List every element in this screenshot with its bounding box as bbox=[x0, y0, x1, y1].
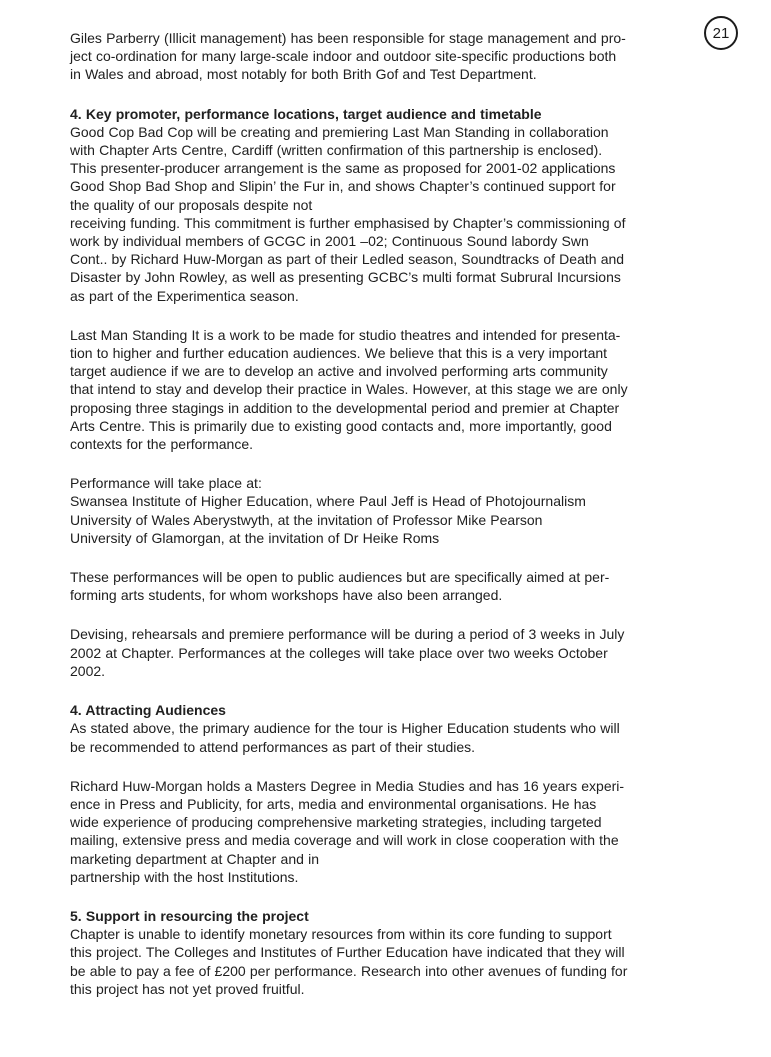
text-line: this project has not yet proved fruitful. bbox=[70, 980, 305, 997]
paragraph bbox=[70, 625, 730, 680]
text-line: be recommended to attend performances as part of their studies. bbox=[70, 738, 476, 755]
document-body bbox=[70, 29, 730, 1019]
paragraph bbox=[70, 474, 730, 547]
paragraph bbox=[70, 29, 730, 84]
text-line: contexts for the performance. bbox=[70, 436, 253, 453]
text-line: As stated above, the primary audience for the tour is Higher Education students who will bbox=[70, 720, 620, 737]
text-line: This presenter-producer arrangement is the same as proposed for 2001-02 applications bbox=[70, 160, 616, 177]
text-line: Richard Huw-Morgan holds a Masters Degree in Media Studies and has 16 years experi- bbox=[70, 777, 625, 794]
section-heading: 4. Key promoter, performance locations, target audience and timetable bbox=[70, 105, 542, 122]
text-line: marketing department at Chapter and in bbox=[70, 850, 319, 867]
text-line: wide experience of producing comprehensive marketing strategies, including targeted bbox=[70, 814, 602, 831]
text-line: These performances will be open to public audiences but are specifically aimed at per- bbox=[70, 569, 610, 586]
text-line: Good Shop Bad Shop and Slipin’ the Fur in, and shows Chapter’s continued support for bbox=[70, 178, 616, 195]
text-line: 2002. bbox=[70, 662, 106, 679]
text-line: the quality of our proposals despite not bbox=[70, 196, 313, 213]
paragraph bbox=[70, 777, 730, 886]
text-line: target audience if we are to develop an active and involved performing arts community bbox=[70, 363, 608, 380]
paragraph bbox=[70, 925, 730, 998]
text-line: in Wales and abroad, most notably for both Brith Gof and Test Department. bbox=[70, 66, 537, 83]
text-line: ject co-ordination for many large-scale indoor and outdoor site-specific productions both bbox=[70, 48, 617, 65]
paragraph bbox=[70, 719, 730, 755]
text-line: Cont.. by Richard Huw-Morgan as part of their Ledled season, Soundtracks of Death and bbox=[70, 251, 625, 268]
text-line: Devising, rehearsals and premiere performance will be during a period of 3 weeks in July bbox=[70, 626, 625, 643]
text-line: Giles Parberry (Illicit management) has been responsible for stage management and pro- bbox=[70, 30, 626, 46]
text-line: Swansea Institute of Higher Education, where Paul Jeff is Head of Photojournalism bbox=[70, 493, 586, 510]
text-line: be able to pay a fee of £200 per performance. Research into other avenues of funding for bbox=[70, 962, 628, 979]
text-line: proposing three stagings in addition to the developmental period and premier at Chapter bbox=[70, 399, 620, 416]
text-line: ence in Press and Publicity, for arts, media and environmental organisations. He has bbox=[70, 795, 597, 812]
text-line: this project. The Colleges and Institutes of Further Education have indicated that they will bbox=[70, 944, 625, 961]
text-line: Good Cop Bad Cop will be creating and premiering Last Man Standing in collaboration bbox=[70, 123, 609, 140]
text-line: that intend to stay and develop their practice in Wales. However, at this stage we are only bbox=[70, 381, 628, 398]
text-line: 2002 at Chapter. Performances at the colleges will take place over two weeks October bbox=[70, 644, 608, 661]
text-line: Chapter is unable to identify monetary resources from within its core funding to support bbox=[70, 926, 612, 943]
text-line: Last Man Standing It is a work to be made for studio theatres and intended for presenta- bbox=[70, 326, 621, 343]
page-number: 21 bbox=[712, 24, 730, 42]
paragraph bbox=[70, 123, 730, 305]
text-line: Performance will take place at: bbox=[70, 475, 262, 492]
text-line: University of Wales Aberystwyth, at the invitation of Professor Mike Pearson bbox=[70, 511, 543, 528]
text-line: Disaster by John Rowley, as well as presenting GCBC’s multi format Subrural Incursions bbox=[70, 269, 621, 286]
text-line: receiving funding. This commitment is further emphasised by Chapter’s commissioning of bbox=[70, 214, 626, 231]
text-line: tion to higher and further education audiences. We believe that this is a very important bbox=[70, 345, 608, 362]
paragraph bbox=[70, 568, 730, 604]
text-line: partnership with the host Institutions. bbox=[70, 868, 299, 885]
section-heading: 4. Attracting Audiences bbox=[70, 702, 226, 719]
paragraph bbox=[70, 326, 730, 453]
text-line: work by individual members of GCGC in 2001 –02; Continuous Sound labordy Swn bbox=[70, 233, 589, 250]
text-line: Arts Centre. This is primarily due to existing good contacts and, more importantly, good bbox=[70, 417, 612, 434]
text-line: with Chapter Arts Centre, Cardiff (written confirmation of this partnership is enclosed). bbox=[70, 142, 603, 159]
text-line: mailing, extensive press and media coverage and will work in close cooperation with the bbox=[70, 832, 619, 849]
text-line: as part of the Experimentica season. bbox=[70, 287, 299, 304]
section-heading: 5. Support in resourcing the project bbox=[70, 907, 309, 924]
text-line: University of Glamorgan, at the invitation of Dr Heike Roms bbox=[70, 529, 440, 546]
text-line: forming arts students, for whom workshops have also been arranged. bbox=[70, 587, 503, 604]
